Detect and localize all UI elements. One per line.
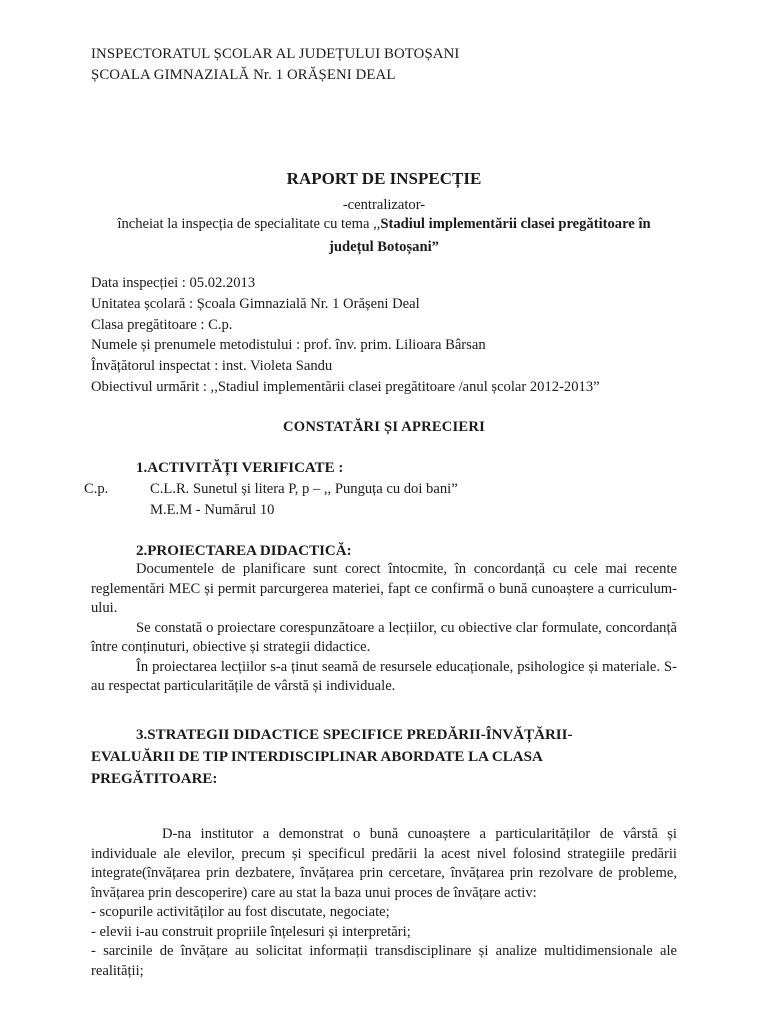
section1-activity2: M.E.M - Numărul 10 — [150, 502, 275, 518]
theme-prefix: încheiat la inspecția de specialitate cu tema ,, — [117, 216, 381, 232]
theme-bold-1: Stadiul implementării clasei pregătitoare în — [380, 216, 651, 232]
section3-paragraph-1: D-na institutor a demonstrat o bună cunoaștere a particularităților de vârstă și individuale ale elevilor, precum și specificul predării la acest nivel folosind strategiile predării integrate(învățarea prin dezbatere, învățarea prin cercetare, învățarea prin rezolvare de probleme, învățarea prin descoperire) care au stat la baza unui proces de învățare activ: — [91, 826, 677, 901]
info-methodist: Numele și prenumele metodistului : prof. înv. prim. Lilioara Bârsan — [91, 337, 486, 353]
report-subtitle: -centralizator- — [342, 197, 426, 213]
section3-heading-line2: EVALUĂRII DE TIP INTERDISCIPLINAR ABORDATE LA CLASA — [91, 749, 543, 765]
section2-heading: 2.PROIECTAREA DIDACTICĂ: — [136, 543, 352, 559]
info-objective: Obiectivul urmărit : ,,Stadiul implementării clasei pregătitoare /anul școlar 2012-2013” — [91, 379, 600, 395]
section1-class-code: C.p. — [84, 481, 109, 497]
report-theme-line2: județul Botoșani” — [329, 239, 439, 255]
section3-heading-line1: 3.STRATEGII DIDACTICE SPECIFICE PREDĂRII-ÎNVĂȚĂRII- — [136, 727, 573, 743]
section3-heading-line3: PREGĂTITOARE: — [91, 771, 218, 787]
section2-paragraph-2: Se constată o proiectare corespunzătoare a lecțiilor, cu obiective clar formulate, concordanță între conținuturi, obiective și strategii didactice. — [91, 619, 677, 655]
info-teacher: Învățătorul inspectat : inst. Violeta Sandu — [91, 358, 333, 374]
section2-paragraph-3: În proiectarea lecțiilor s-a ținut seamă de resursele educaționale, psihologice și materiale. S-au respectat particularitățile de vârstă și individuale. — [91, 658, 677, 694]
section1-activity1: C.L.R. Sunetul și litera P, p – ,, Punguța cu doi bani” — [150, 481, 458, 497]
info-class: Clasa pregătitoare : C.p. — [91, 317, 233, 333]
section3-bullet-2: - elevii i-au construit propriile înțelesuri și interpretări; — [91, 923, 411, 940]
header-school: ȘCOALA GIMNAZIALĂ Nr. 1 ORĂȘENI DEAL — [91, 67, 396, 83]
report-title: RAPORT DE INSPECȚIE — [286, 169, 482, 188]
header-inspectorate: INSPECTORATUL ȘCOLAR AL JUDEȚULUI BOTOȘANI — [91, 46, 460, 62]
section3-bullet-1: - scopurile activităților au fost discutate, negociate; — [91, 904, 390, 920]
info-unit: Unitatea școlară : Școala Gimnazială Nr. 1 Orășeni Deal — [91, 296, 420, 312]
section2-paragraph-1: Documentele de planificare sunt corect întocmite, în concordanță cu cele mai recente reglementări MEC și permit parcurgerea materiei, fapt ce confirmă o bună cunoaștere a curriculum-ului. — [91, 561, 677, 616]
info-date: Data inspecției : 05.02.2013 — [91, 275, 256, 291]
report-theme-line1 — [0, 215, 768, 233]
section3-body — [91, 825, 677, 981]
findings-title: CONSTATĂRI ȘI APRECIERI — [283, 419, 485, 435]
section2-body — [91, 560, 677, 697]
section1-heading: 1.ACTIVITĂȚI VERIFICATE : — [136, 460, 344, 476]
section3-bullet-3: - sarcinile de învățare au solicitat informații transdisciplinare și analize multidimensionale ale realității; — [91, 943, 677, 979]
